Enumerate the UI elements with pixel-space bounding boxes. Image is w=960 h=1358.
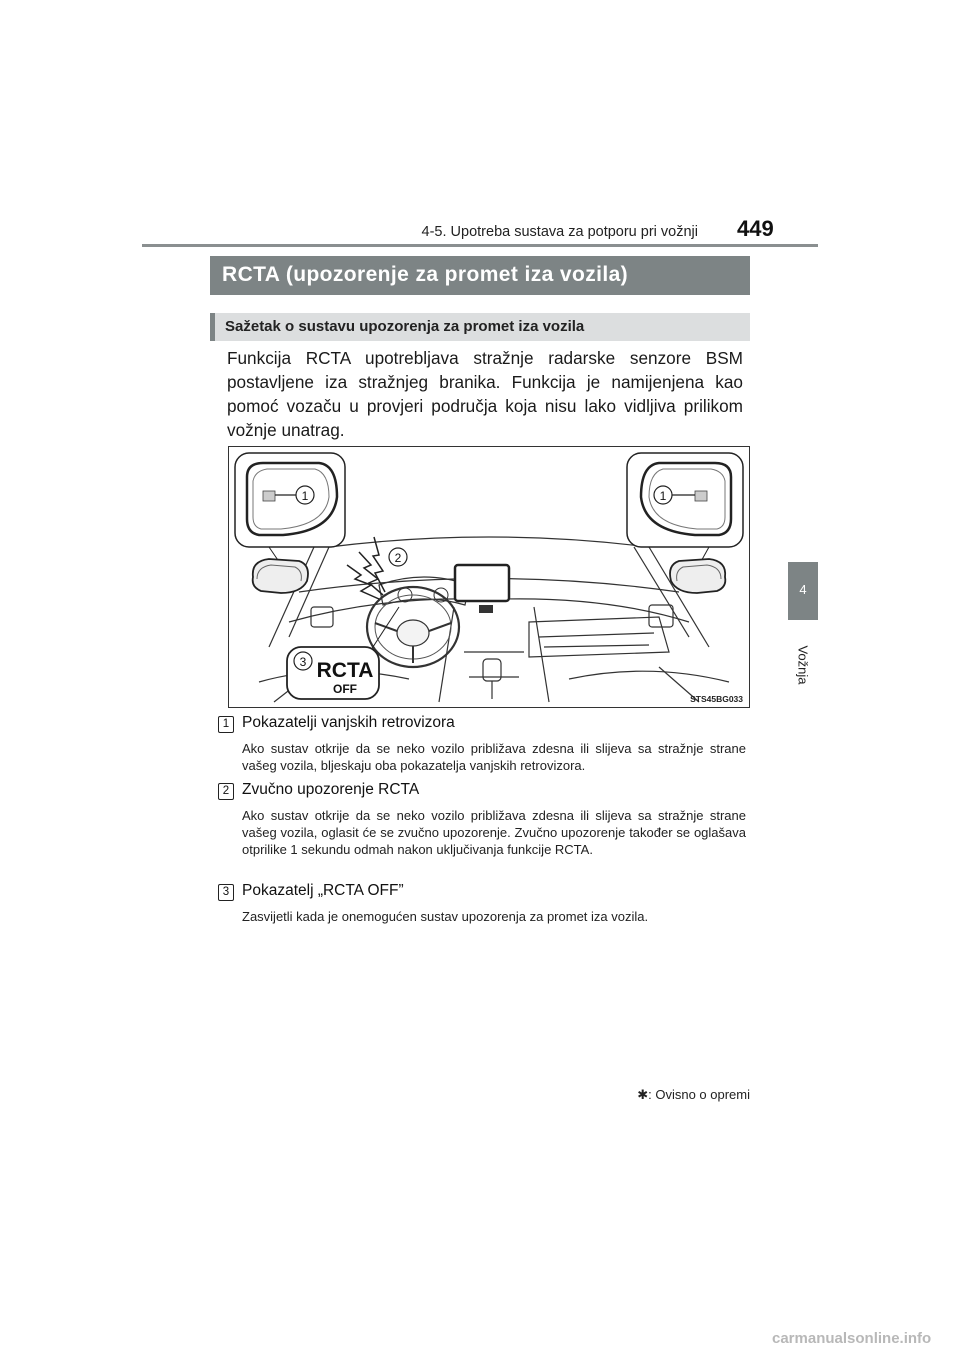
item-title: Pokazatelji vanjskih retrovizora — [242, 714, 455, 731]
watermark: carmanualsonline.info — [772, 1330, 932, 1347]
item-description: Ako sustav otkrije da se neko vozilo približava zdesna ili slijeva sa stražnje strane vašeg vozila, oglasit će se zvučno upozorenje. Zvučno upozorenje također se oglašava otprilike 1 sekundu odmah nakon uključivanja funkcije RCTA. — [242, 808, 746, 857]
subsection-title-bar — [210, 313, 750, 341]
dashboard-illustration — [228, 446, 750, 708]
rcta-off-label: OFF — [333, 682, 357, 696]
item-title: Zvučno upozorenje RCTA — [242, 781, 420, 798]
chapter-side-label-text: Vožnja — [795, 645, 811, 685]
chapter-side-label — [780, 640, 826, 690]
page-number: 449 — [737, 216, 774, 241]
item-title: Pokazatelj „RCTA OFF” — [242, 882, 404, 899]
header-divider — [142, 244, 818, 247]
callout-1-left: 1 — [301, 489, 309, 503]
item-description: Ako sustav otkrije da se neko vozilo približava zdesna ili slijeva sa stražnje strane vašeg vozila, bljeskaju oba pokazatelja vanjskih retrovizora. — [242, 741, 746, 773]
item-number: 2 — [218, 783, 234, 800]
callout-2: 2 — [394, 551, 402, 565]
item-description: Zasvijetli kada je onemogućen sustav upozorenja za promet iza vozila. — [242, 909, 649, 924]
chapter-tab[interactable] — [788, 562, 818, 620]
dashboard-drawing — [229, 447, 749, 707]
item-number: 3 — [218, 884, 234, 901]
section-title: RCTA (upozorenje za promet iza vozila) — [222, 263, 629, 286]
chapter-tab-number: 4 — [799, 582, 807, 597]
rcta-indicator-label: RCTA — [316, 659, 374, 682]
figure-code: STS45BG033 — [690, 694, 743, 704]
item-number: 1 — [218, 716, 234, 733]
callout-3: 3 — [299, 655, 307, 669]
section-title-bar — [210, 256, 750, 295]
callout-1-right: 1 — [659, 489, 667, 503]
subsection-title: Sažetak o sustavu upozorenja za promet iza vozila — [225, 318, 585, 335]
chapter-title: 4-5. Upotreba sustava za potporu pri vožnji — [421, 224, 698, 240]
intro-paragraph: Funkcija RCTA upotrebljava stražnje radarske senzore BSM postavljene iza stražnjeg branika. Funkcija je namijenjena kao pomoć vozaču u provjeri područja koja nisu lako vidljiva prilikom vožnje unatrag. — [227, 348, 743, 440]
footnote: ✱: Ovisno o opremi — [637, 1087, 750, 1102]
